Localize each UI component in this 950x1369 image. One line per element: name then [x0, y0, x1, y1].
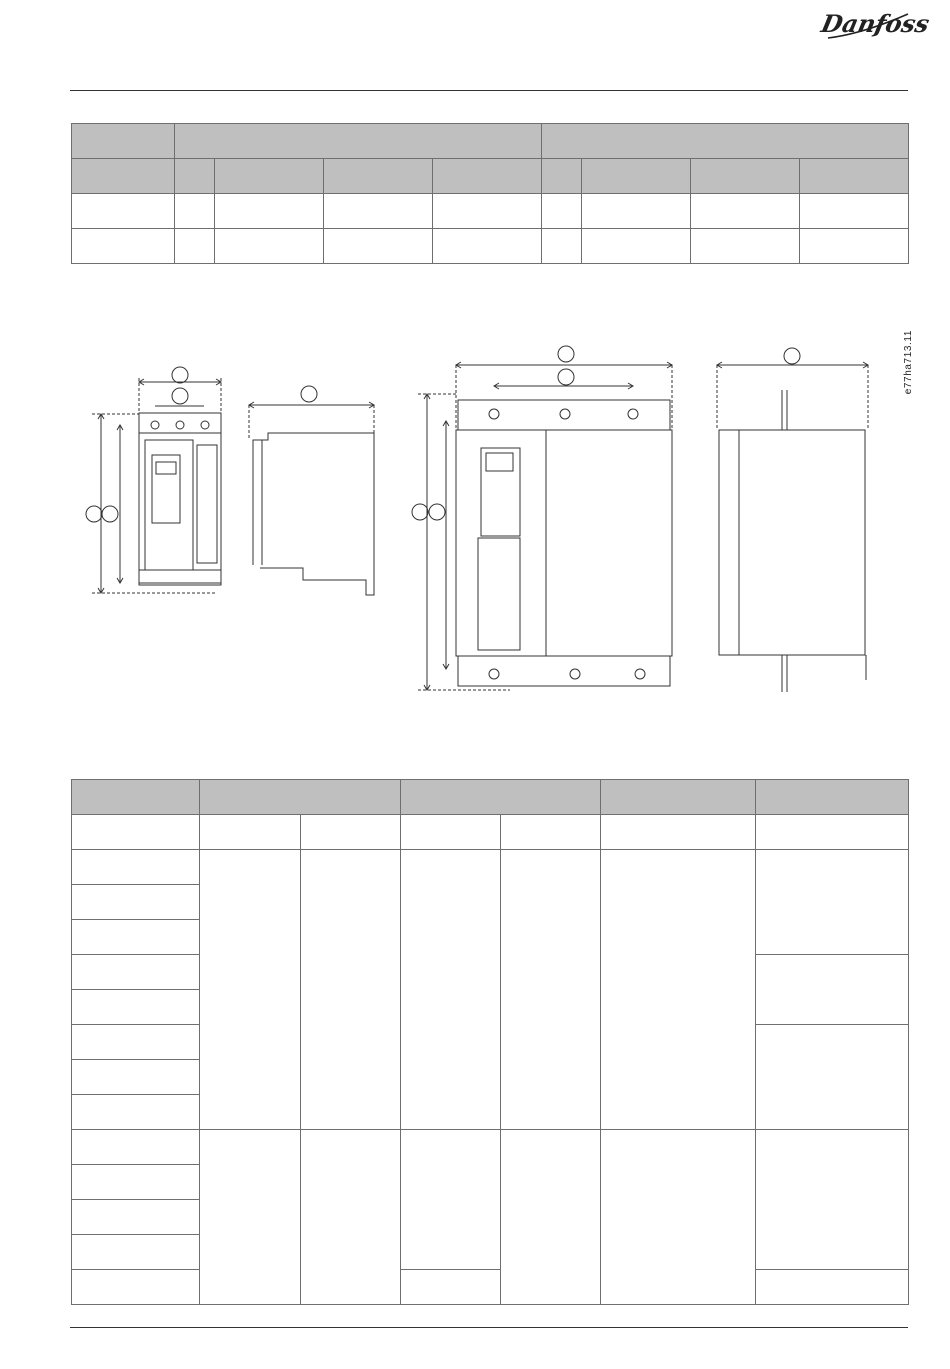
large-unit-front-view	[412, 346, 672, 690]
footer-rule	[70, 1327, 908, 1328]
table-row	[72, 1270, 909, 1305]
table-row	[72, 1130, 909, 1165]
table-subheader-row	[72, 815, 909, 850]
svg-text:Danfoss: Danfoss	[818, 9, 932, 38]
figure-id: e77ha713.11	[903, 330, 914, 395]
table-header-row	[72, 780, 909, 815]
small-unit-front-view	[86, 367, 221, 593]
dimensions-table-bottom	[71, 779, 909, 1305]
large-unit-side-view	[717, 348, 868, 692]
small-unit-side-view	[249, 386, 374, 595]
table-row	[72, 850, 909, 885]
